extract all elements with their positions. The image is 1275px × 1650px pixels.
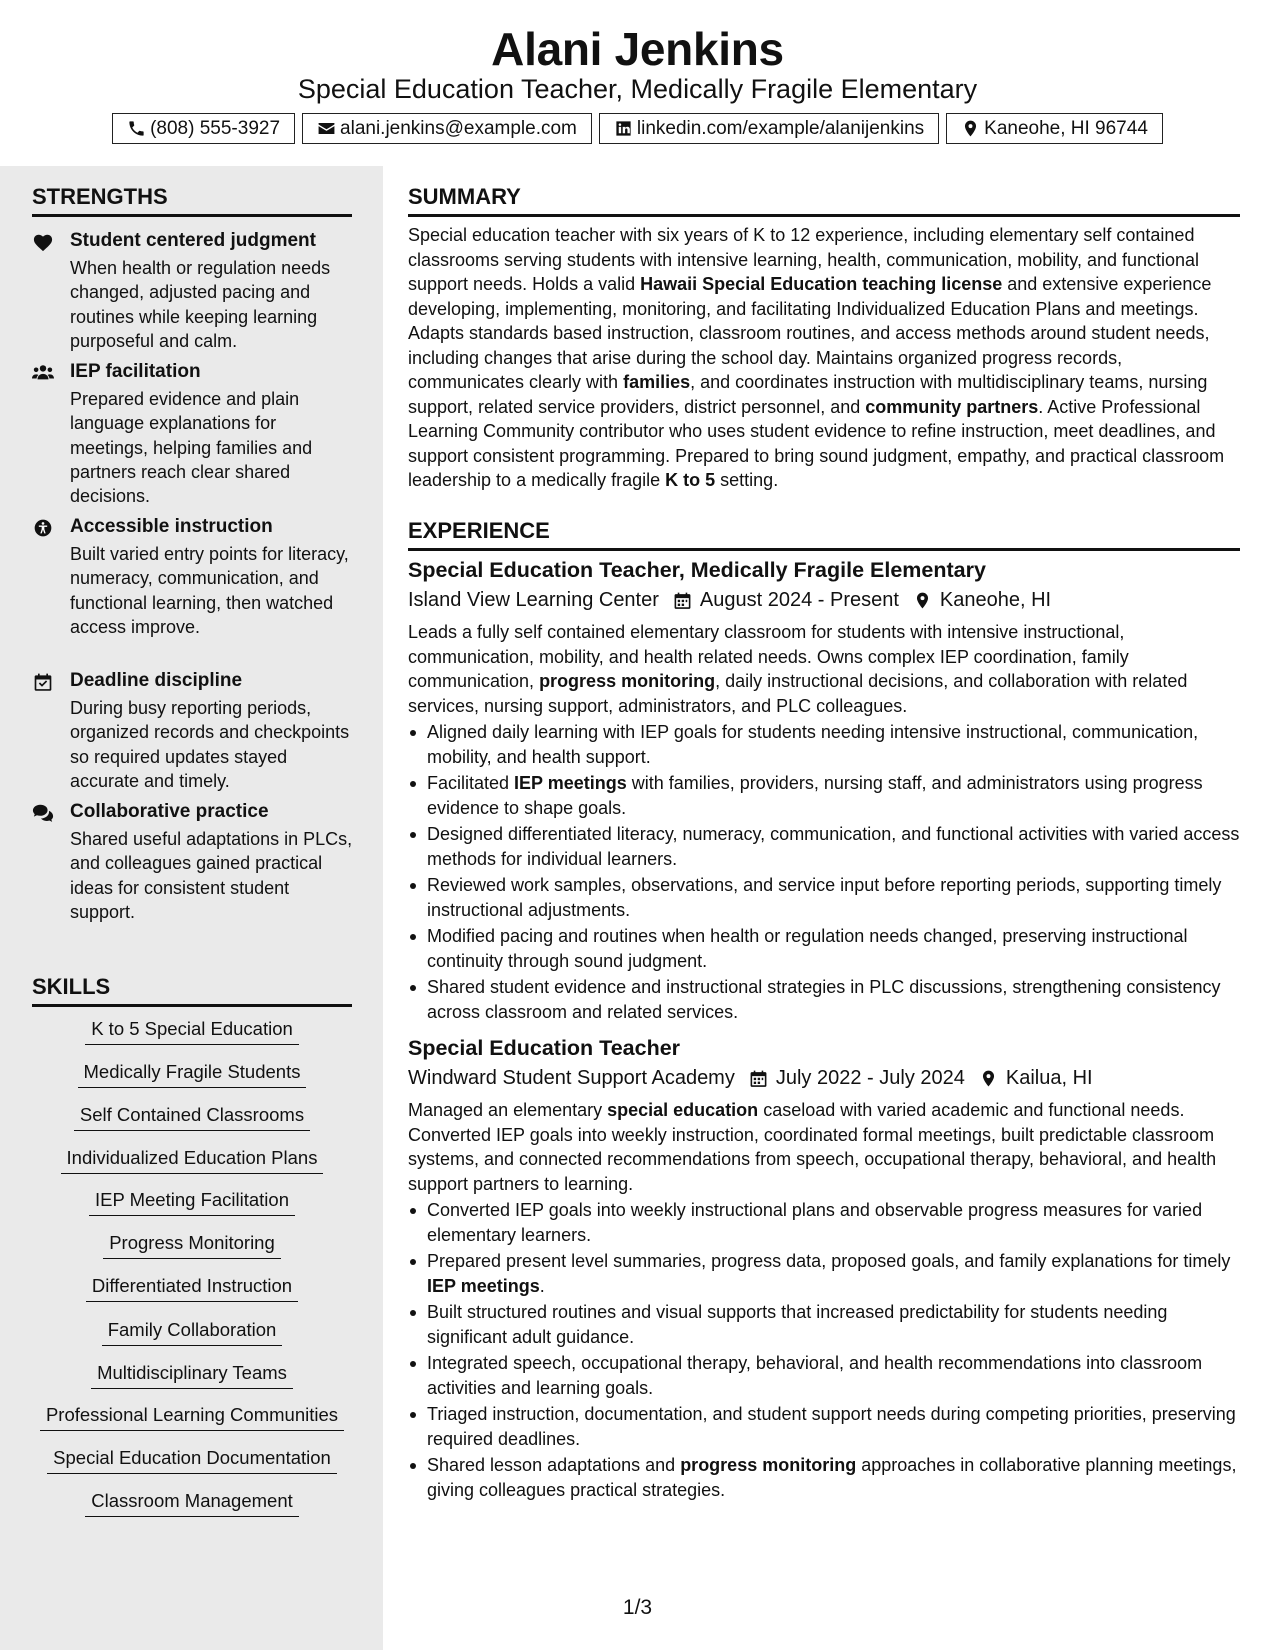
bullet-item: Shared lesson adaptations and progress monitoring approaches in collaborative planning meetings, giving colleagues practical strategies. (408, 1453, 1240, 1502)
skill-item: Self Contained Classrooms (32, 1104, 352, 1131)
job-meta (408, 589, 1240, 612)
strengths-heading: STRENGTHS (32, 184, 352, 217)
job-company: Windward Student Support Academy (408, 1067, 735, 1089)
job-description: Leads a fully self contained elementary classroom for students with intensive instructional, communication, mobility, and health related needs. Owns complex IEP coordination, family communication, progress monitoring, daily instructional decisions, and collaboration with related services, nursing support, administrators, and PLC colleagues. (408, 622, 1188, 716)
linkedin-text: linkedin.com/example/alanijenkins (636, 117, 925, 139)
summary-heading: SUMMARY (408, 184, 1240, 217)
strength-desc: Prepared evidence and plain language explanations for meetings, helping families and partners reach clear shared decisions. (70, 389, 313, 507)
skill-item: K to 5 Special Education (32, 1018, 352, 1045)
skill-item: IEP Meeting Facilitation (32, 1189, 352, 1216)
location-text: Kaneohe, HI 96744 (984, 117, 1148, 139)
heart-icon (32, 232, 54, 252)
bullet-item: Integrated speech, occupational therapy, behavioral, and health recommendations into classroom activities and learning goals. (408, 1351, 1240, 1400)
sidebar (0, 166, 383, 1650)
phone-icon (127, 119, 146, 138)
skill-item: Special Education Documentation (32, 1447, 352, 1474)
strength-title: Deadline discipline (70, 670, 243, 691)
bullet-item: Reviewed work samples, observations, and service input before reporting periods, supporting timely instructional adjustments. (408, 873, 1240, 922)
bullet-item: Triaged instruction, documentation, and student support needs during competing priorities, preserving required deadlines. (408, 1402, 1240, 1451)
skill-item: Individualized Education Plans (32, 1147, 352, 1174)
email-text: alani.jenkins@example.com (340, 117, 577, 139)
calendar-icon (673, 591, 692, 610)
map-pin-icon (961, 119, 980, 138)
job-title: Special Education Teacher (408, 1036, 681, 1060)
strength-desc: Built varied entry points for literacy, numeracy, communication, and functional learning, then watched access improve. (70, 544, 349, 637)
phone-text: (808) 555-3927 (150, 117, 281, 139)
bullet-item: Converted IEP goals into weekly instructional plans and observable progress measures for varied elementary learners. (408, 1198, 1240, 1247)
strength-desc: When health or regulation needs changed, adjusted pacing and routines while keeping learning purposeful and calm. (70, 258, 331, 351)
calendar-check-icon (32, 672, 54, 692)
job-bullets (408, 720, 1240, 1024)
job-dates: August 2024 - Present (699, 589, 899, 611)
skill-item: Classroom Management (32, 1490, 352, 1517)
map-pin-icon (979, 1069, 998, 1088)
skill-item: Multidisciplinary Teams (32, 1362, 352, 1389)
summary-text: Special education teacher with six years of K to 12 experience, including elementary self contained classrooms serving students with intensive learning, health, communication, mobility, and functional support needs. Holds a valid Hawaii Special Education teaching license and extensive experience developing, implementing, monitoring, and facilitating Individualized Education Plans and meetings. Adapts standards based instruction, classroom routines, and access methods around student needs, including changes that arise during the school day. Maintains organized progress records, communicates clearly with families, and coordinates instruction with multidisciplinary teams, nursing support, related service providers, district personnel, and community partners. Active Professional Learning Community contributor who uses student evidence to refine instruction, meet deadlines, and support consistent programming. Prepared to bring sound judgment, empathy, and practical classroom leadership to a medically fragile K to 5 setting. (408, 225, 1225, 490)
strength-title: Student centered judgment (70, 230, 316, 251)
bullet-item: Designed differentiated literacy, numeracy, communication, and functional activities with varied access methods for individual learners. (408, 822, 1240, 871)
bullet-item: Facilitated IEP meetings with families, providers, nursing staff, and administrators using progress evidence to shape goals. (408, 771, 1240, 820)
job-location: Kaneohe, HI (939, 589, 1052, 611)
job-bullets (408, 1198, 1240, 1502)
bullet-item: Shared student evidence and instructional strategies in PLC discussions, strengthening consistency across classroom and related services. (408, 975, 1240, 1024)
strength-title: IEP facilitation (70, 361, 201, 382)
linkedin-contact[interactable] (599, 113, 939, 144)
resume-header (0, 0, 1275, 166)
skill-item: Differentiated Instruction (32, 1275, 352, 1302)
bullet-item: Prepared present level summaries, progress data, proposed goals, and family explanations for timely IEP meetings. (408, 1249, 1240, 1298)
job-title: Special Education Teacher, Medically Fragile Elementary (408, 558, 986, 582)
page-number: 1/3 (622, 1596, 653, 1619)
users-icon (32, 363, 54, 383)
strength-desc: During busy reporting periods, organized records and checkpoints so required updates stayed accurate and timely. (70, 698, 350, 791)
job-entry (408, 1036, 1240, 1502)
strengths-section (32, 184, 353, 922)
bullet-item: Modified pacing and routines when health or regulation needs changed, preserving instructional continuity through sound judgment. (408, 924, 1240, 973)
email-contact[interactable] (302, 113, 592, 144)
candidate-name: Alani Jenkins (491, 23, 784, 75)
map-pin-icon (913, 591, 932, 610)
contact-bar (0, 113, 1275, 144)
bullet-item: Aligned daily learning with IEP goals for students needing intensive instructional, communication, mobility, and health support. (408, 720, 1240, 769)
bullet-item: Built structured routines and visual supports that increased predictability for students needing significant adult guidance. (408, 1300, 1240, 1349)
experience-heading: EXPERIENCE (408, 518, 1240, 551)
skill-item: Medically Fragile Students (32, 1061, 352, 1088)
skill-item: Progress Monitoring (32, 1232, 352, 1259)
skills-section (32, 974, 352, 1511)
strength-desc: Shared useful adaptations in PLCs, and colleagues gained practical ideas for consistent student support. (70, 829, 353, 922)
job-meta (408, 1067, 1240, 1090)
strength-title: Collaborative practice (70, 801, 269, 822)
job-location: Kailua, HI (1005, 1067, 1093, 1089)
envelope-icon (317, 119, 336, 138)
skills-heading: SKILLS (32, 974, 352, 1007)
linkedin-icon (614, 119, 633, 138)
phone-contact[interactable] (112, 113, 295, 144)
calendar-icon (749, 1069, 768, 1088)
skill-item: Professional Learning Communities (32, 1404, 352, 1431)
job-entry (408, 558, 1240, 1024)
job-company: Island View Learning Center (408, 589, 659, 611)
accessibility-icon (32, 518, 54, 538)
job-dates: July 2022 - July 2024 (775, 1067, 965, 1089)
skill-item: Family Collaboration (32, 1319, 352, 1346)
main-content (408, 166, 1240, 1606)
comments-icon (32, 803, 54, 823)
experience-section (408, 518, 1240, 1502)
candidate-title: Special Education Teacher, Medically Fragile Elementary (297, 74, 978, 104)
strength-title: Accessible instruction (70, 516, 273, 537)
summary-section (408, 184, 1240, 493)
job-description: Managed an elementary special education caseload with varied academic and functional needs. Converted IEP goals into weekly instruction, coordinated formal meetings, built predictable classroom systems, and connected recommendations from speech, occupational therapy, behavioral, and health support partners to learning. (408, 1100, 1217, 1194)
location-contact (946, 113, 1163, 144)
